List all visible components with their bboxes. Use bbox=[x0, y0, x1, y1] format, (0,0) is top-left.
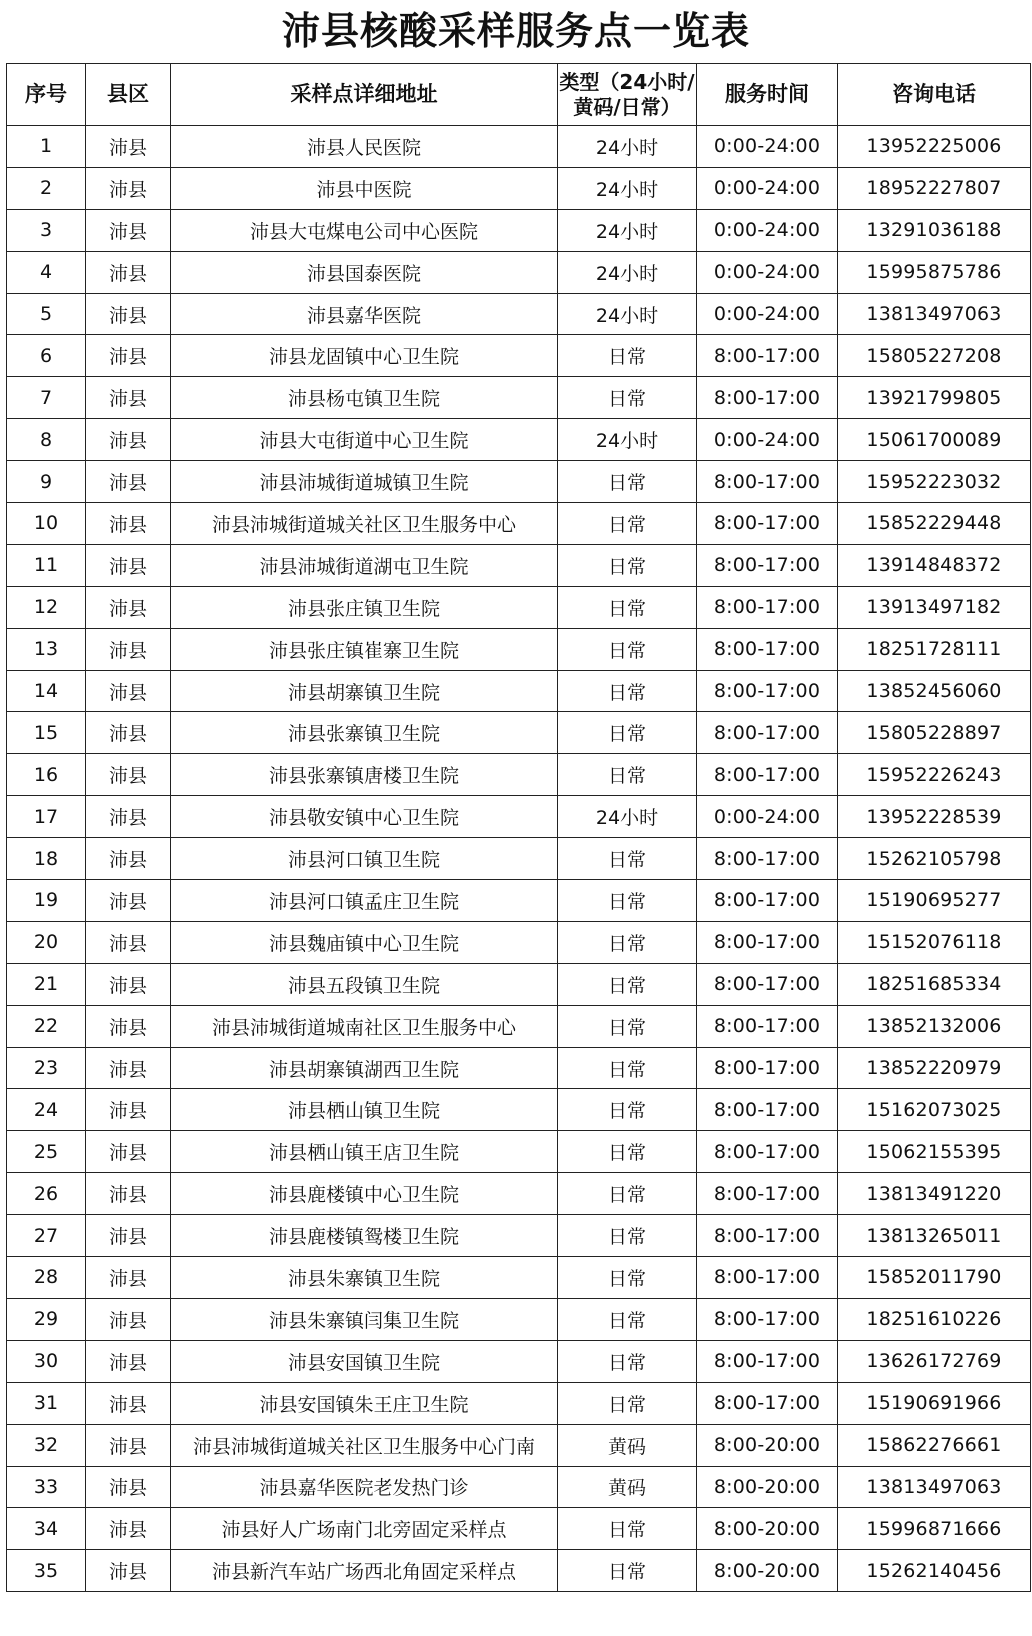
cell-address: 沛县朱寨镇卫生院 bbox=[171, 1257, 558, 1299]
column-header-index: 序号 bbox=[7, 64, 86, 126]
table-row bbox=[7, 796, 1031, 838]
cell-hours: 8:00-17:00 bbox=[697, 838, 838, 880]
cell-address: 沛县鹿楼镇中心卫生院 bbox=[171, 1173, 558, 1215]
cell-index: 34 bbox=[7, 1508, 86, 1550]
cell-phone: 13852220979 bbox=[838, 1047, 1031, 1089]
cell-type: 黄码 bbox=[558, 1466, 697, 1508]
cell-index: 22 bbox=[7, 1005, 86, 1047]
cell-phone: 18251685334 bbox=[838, 963, 1031, 1005]
table-row bbox=[7, 628, 1031, 670]
cell-index: 24 bbox=[7, 1089, 86, 1131]
cell-index: 17 bbox=[7, 796, 86, 838]
cell-type: 日常 bbox=[558, 461, 697, 503]
cell-phone: 13852132006 bbox=[838, 1005, 1031, 1047]
cell-address: 沛县国泰医院 bbox=[171, 251, 558, 293]
cell-address: 沛县沛城街道城关社区卫生服务中心 bbox=[171, 503, 558, 545]
table-row bbox=[7, 461, 1031, 503]
cell-hours: 0:00-24:00 bbox=[697, 167, 838, 209]
cell-phone: 18251610226 bbox=[838, 1298, 1031, 1340]
cell-district: 沛县 bbox=[86, 209, 171, 251]
cell-hours: 0:00-24:00 bbox=[697, 419, 838, 461]
table-row bbox=[7, 963, 1031, 1005]
cell-address: 沛县张庄镇卫生院 bbox=[171, 586, 558, 628]
cell-index: 23 bbox=[7, 1047, 86, 1089]
cell-address: 沛县魏庙镇中心卫生院 bbox=[171, 921, 558, 963]
cell-type: 日常 bbox=[558, 754, 697, 796]
cell-index: 12 bbox=[7, 586, 86, 628]
cell-district: 沛县 bbox=[86, 712, 171, 754]
cell-type: 24小时 bbox=[558, 209, 697, 251]
table-row bbox=[7, 167, 1031, 209]
cell-index: 20 bbox=[7, 921, 86, 963]
cell-address: 沛县敬安镇中心卫生院 bbox=[171, 796, 558, 838]
cell-index: 21 bbox=[7, 963, 86, 1005]
cell-hours: 0:00-24:00 bbox=[697, 126, 838, 168]
table-row bbox=[7, 1508, 1031, 1550]
table-row bbox=[7, 1173, 1031, 1215]
cell-phone: 18952227807 bbox=[838, 167, 1031, 209]
cell-hours: 8:00-17:00 bbox=[697, 628, 838, 670]
cell-address: 沛县沛城街道湖屯卫生院 bbox=[171, 544, 558, 586]
cell-district: 沛县 bbox=[86, 377, 171, 419]
table-row bbox=[7, 838, 1031, 880]
cell-type: 日常 bbox=[558, 1005, 697, 1047]
cell-index: 33 bbox=[7, 1466, 86, 1508]
table-row bbox=[7, 921, 1031, 963]
cell-address: 沛县张寨镇卫生院 bbox=[171, 712, 558, 754]
table-row bbox=[7, 1089, 1031, 1131]
cell-phone: 15062155395 bbox=[838, 1131, 1031, 1173]
cell-type: 日常 bbox=[558, 1215, 697, 1257]
cell-address: 沛县新汽车站广场西北角固定采样点 bbox=[171, 1550, 558, 1592]
cell-address: 沛县河口镇卫生院 bbox=[171, 838, 558, 880]
table-body bbox=[7, 126, 1031, 1592]
cell-district: 沛县 bbox=[86, 1508, 171, 1550]
cell-address: 沛县张寨镇唐楼卫生院 bbox=[171, 754, 558, 796]
cell-hours: 8:00-17:00 bbox=[697, 963, 838, 1005]
cell-district: 沛县 bbox=[86, 126, 171, 168]
cell-index: 9 bbox=[7, 461, 86, 503]
cell-address: 沛县胡寨镇湖西卫生院 bbox=[171, 1047, 558, 1089]
cell-district: 沛县 bbox=[86, 544, 171, 586]
cell-hours: 8:00-17:00 bbox=[697, 461, 838, 503]
cell-district: 沛县 bbox=[86, 251, 171, 293]
cell-type: 日常 bbox=[558, 670, 697, 712]
cell-hours: 8:00-17:00 bbox=[697, 586, 838, 628]
cell-type: 日常 bbox=[558, 544, 697, 586]
cell-hours: 0:00-24:00 bbox=[697, 293, 838, 335]
table-row bbox=[7, 670, 1031, 712]
cell-type: 日常 bbox=[558, 1550, 697, 1592]
cell-type: 日常 bbox=[558, 712, 697, 754]
cell-phone: 15162073025 bbox=[838, 1089, 1031, 1131]
cell-address: 沛县安国镇卫生院 bbox=[171, 1340, 558, 1382]
cell-hours: 8:00-17:00 bbox=[697, 544, 838, 586]
table-row bbox=[7, 1424, 1031, 1466]
cell-type: 黄码 bbox=[558, 1424, 697, 1466]
table-row bbox=[7, 1215, 1031, 1257]
cell-district: 沛县 bbox=[86, 1215, 171, 1257]
cell-type: 日常 bbox=[558, 1508, 697, 1550]
column-header-district: 县区 bbox=[86, 64, 171, 126]
cell-address: 沛县栖山镇王店卫生院 bbox=[171, 1131, 558, 1173]
cell-hours: 8:00-17:00 bbox=[697, 754, 838, 796]
cell-district: 沛县 bbox=[86, 838, 171, 880]
cell-index: 30 bbox=[7, 1340, 86, 1382]
cell-phone: 13813497063 bbox=[838, 293, 1031, 335]
cell-phone: 13626172769 bbox=[838, 1340, 1031, 1382]
cell-hours: 0:00-24:00 bbox=[697, 796, 838, 838]
table-row bbox=[7, 419, 1031, 461]
cell-type: 日常 bbox=[558, 1089, 697, 1131]
table-row bbox=[7, 1298, 1031, 1340]
cell-type: 日常 bbox=[558, 335, 697, 377]
cell-district: 沛县 bbox=[86, 796, 171, 838]
table-row bbox=[7, 1550, 1031, 1592]
cell-index: 31 bbox=[7, 1382, 86, 1424]
cell-type: 日常 bbox=[558, 586, 697, 628]
cell-phone: 15152076118 bbox=[838, 921, 1031, 963]
cell-type: 24小时 bbox=[558, 293, 697, 335]
cell-type: 日常 bbox=[558, 838, 697, 880]
cell-phone: 13813491220 bbox=[838, 1173, 1031, 1215]
cell-type: 日常 bbox=[558, 377, 697, 419]
cell-address: 沛县安国镇朱王庄卫生院 bbox=[171, 1382, 558, 1424]
cell-address: 沛县人民医院 bbox=[171, 126, 558, 168]
cell-index: 25 bbox=[7, 1131, 86, 1173]
cell-type: 日常 bbox=[558, 1382, 697, 1424]
cell-hours: 8:00-17:00 bbox=[697, 1340, 838, 1382]
column-header-hours: 服务时间 bbox=[697, 64, 838, 126]
cell-phone: 15862276661 bbox=[838, 1424, 1031, 1466]
cell-address: 沛县大屯街道中心卫生院 bbox=[171, 419, 558, 461]
cell-hours: 0:00-24:00 bbox=[697, 251, 838, 293]
cell-index: 11 bbox=[7, 544, 86, 586]
cell-phone: 15952226243 bbox=[838, 754, 1031, 796]
table-header-row bbox=[7, 64, 1031, 126]
cell-phone: 15190695277 bbox=[838, 880, 1031, 922]
cell-index: 26 bbox=[7, 1173, 86, 1215]
cell-district: 沛县 bbox=[86, 1466, 171, 1508]
cell-hours: 0:00-24:00 bbox=[697, 209, 838, 251]
table-row bbox=[7, 503, 1031, 545]
cell-phone: 15805227208 bbox=[838, 335, 1031, 377]
cell-district: 沛县 bbox=[86, 670, 171, 712]
cell-index: 3 bbox=[7, 209, 86, 251]
table-row bbox=[7, 1466, 1031, 1508]
table-row bbox=[7, 1257, 1031, 1299]
cell-address: 沛县朱寨镇闫集卫生院 bbox=[171, 1298, 558, 1340]
table-row bbox=[7, 1005, 1031, 1047]
cell-district: 沛县 bbox=[86, 419, 171, 461]
cell-type: 日常 bbox=[558, 963, 697, 1005]
cell-type: 日常 bbox=[558, 1131, 697, 1173]
table-row bbox=[7, 126, 1031, 168]
cell-address: 沛县杨屯镇卫生院 bbox=[171, 377, 558, 419]
cell-type: 24小时 bbox=[558, 167, 697, 209]
cell-type: 日常 bbox=[558, 503, 697, 545]
cell-phone: 13914848372 bbox=[838, 544, 1031, 586]
cell-hours: 8:00-17:00 bbox=[697, 921, 838, 963]
cell-hours: 8:00-17:00 bbox=[697, 1047, 838, 1089]
table-row bbox=[7, 293, 1031, 335]
cell-type: 24小时 bbox=[558, 251, 697, 293]
document-title: 沛县核酸采样服务点一览表 bbox=[281, 9, 750, 53]
cell-hours: 8:00-17:00 bbox=[697, 1131, 838, 1173]
cell-index: 29 bbox=[7, 1298, 86, 1340]
cell-type: 日常 bbox=[558, 1257, 697, 1299]
cell-type: 24小时 bbox=[558, 126, 697, 168]
column-header-type: 类型（24小时/黄码/日常） bbox=[558, 64, 697, 126]
table-row bbox=[7, 712, 1031, 754]
cell-hours: 8:00-17:00 bbox=[697, 1005, 838, 1047]
cell-phone: 13813265011 bbox=[838, 1215, 1031, 1257]
cell-hours: 8:00-17:00 bbox=[697, 1382, 838, 1424]
cell-hours: 8:00-20:00 bbox=[697, 1550, 838, 1592]
cell-address: 沛县栖山镇卫生院 bbox=[171, 1089, 558, 1131]
cell-phone: 13952225006 bbox=[838, 126, 1031, 168]
cell-hours: 8:00-17:00 bbox=[697, 1257, 838, 1299]
cell-type: 日常 bbox=[558, 628, 697, 670]
cell-index: 28 bbox=[7, 1257, 86, 1299]
table-row bbox=[7, 1131, 1031, 1173]
cell-address: 沛县张庄镇崔寨卫生院 bbox=[171, 628, 558, 670]
cell-district: 沛县 bbox=[86, 503, 171, 545]
cell-index: 32 bbox=[7, 1424, 86, 1466]
cell-phone: 13291036188 bbox=[838, 209, 1031, 251]
cell-type: 日常 bbox=[558, 921, 697, 963]
cell-type: 日常 bbox=[558, 1173, 697, 1215]
sampling-sites-table bbox=[6, 63, 1031, 1592]
cell-district: 沛县 bbox=[86, 335, 171, 377]
cell-index: 18 bbox=[7, 838, 86, 880]
cell-phone: 13813497063 bbox=[838, 1466, 1031, 1508]
cell-district: 沛县 bbox=[86, 628, 171, 670]
cell-index: 2 bbox=[7, 167, 86, 209]
table-row bbox=[7, 209, 1031, 251]
cell-district: 沛县 bbox=[86, 921, 171, 963]
cell-index: 5 bbox=[7, 293, 86, 335]
cell-type: 日常 bbox=[558, 1298, 697, 1340]
cell-phone: 15190691966 bbox=[838, 1382, 1031, 1424]
cell-type: 24小时 bbox=[558, 419, 697, 461]
cell-hours: 8:00-17:00 bbox=[697, 1173, 838, 1215]
cell-hours: 8:00-17:00 bbox=[697, 1298, 838, 1340]
cell-phone: 13852456060 bbox=[838, 670, 1031, 712]
cell-address: 沛县河口镇孟庄卫生院 bbox=[171, 880, 558, 922]
cell-district: 沛县 bbox=[86, 1005, 171, 1047]
cell-phone: 15061700089 bbox=[838, 419, 1031, 461]
cell-district: 沛县 bbox=[86, 1257, 171, 1299]
cell-index: 7 bbox=[7, 377, 86, 419]
cell-hours: 8:00-17:00 bbox=[697, 880, 838, 922]
cell-address: 沛县嘉华医院老发热门诊 bbox=[171, 1466, 558, 1508]
cell-district: 沛县 bbox=[86, 1047, 171, 1089]
cell-district: 沛县 bbox=[86, 1550, 171, 1592]
cell-district: 沛县 bbox=[86, 1298, 171, 1340]
cell-hours: 8:00-17:00 bbox=[697, 335, 838, 377]
cell-hours: 8:00-20:00 bbox=[697, 1424, 838, 1466]
cell-index: 6 bbox=[7, 335, 86, 377]
cell-hours: 8:00-17:00 bbox=[697, 377, 838, 419]
cell-address: 沛县好人广场南门北旁固定采样点 bbox=[171, 1508, 558, 1550]
cell-district: 沛县 bbox=[86, 1382, 171, 1424]
cell-type: 日常 bbox=[558, 880, 697, 922]
cell-address: 沛县嘉华医院 bbox=[171, 293, 558, 335]
table-row bbox=[7, 1340, 1031, 1382]
cell-hours: 8:00-17:00 bbox=[697, 1089, 838, 1131]
cell-district: 沛县 bbox=[86, 293, 171, 335]
column-header-address: 采样点详细地址 bbox=[171, 64, 558, 126]
table-row bbox=[7, 544, 1031, 586]
cell-address: 沛县胡寨镇卫生院 bbox=[171, 670, 558, 712]
table-row bbox=[7, 335, 1031, 377]
cell-index: 4 bbox=[7, 251, 86, 293]
cell-address: 沛县沛城街道城镇卫生院 bbox=[171, 461, 558, 503]
cell-hours: 8:00-17:00 bbox=[697, 712, 838, 754]
cell-index: 19 bbox=[7, 880, 86, 922]
cell-district: 沛县 bbox=[86, 880, 171, 922]
table-row bbox=[7, 251, 1031, 293]
cell-index: 8 bbox=[7, 419, 86, 461]
cell-address: 沛县沛城街道城南社区卫生服务中心 bbox=[171, 1005, 558, 1047]
cell-address: 沛县鹿楼镇鸳楼卫生院 bbox=[171, 1215, 558, 1257]
cell-hours: 8:00-17:00 bbox=[697, 1215, 838, 1257]
cell-phone: 15996871666 bbox=[838, 1508, 1031, 1550]
cell-district: 沛县 bbox=[86, 754, 171, 796]
table-row bbox=[7, 880, 1031, 922]
cell-phone: 15952223032 bbox=[838, 461, 1031, 503]
cell-district: 沛县 bbox=[86, 1424, 171, 1466]
cell-index: 15 bbox=[7, 712, 86, 754]
cell-hours: 8:00-20:00 bbox=[697, 1466, 838, 1508]
cell-hours: 8:00-20:00 bbox=[697, 1508, 838, 1550]
cell-district: 沛县 bbox=[86, 1173, 171, 1215]
cell-address: 沛县五段镇卫生院 bbox=[171, 963, 558, 1005]
cell-index: 10 bbox=[7, 503, 86, 545]
cell-index: 27 bbox=[7, 1215, 86, 1257]
cell-address: 沛县大屯煤电公司中心医院 bbox=[171, 209, 558, 251]
cell-address: 沛县龙固镇中心卫生院 bbox=[171, 335, 558, 377]
cell-index: 13 bbox=[7, 628, 86, 670]
cell-district: 沛县 bbox=[86, 461, 171, 503]
cell-phone: 15805228897 bbox=[838, 712, 1031, 754]
cell-type: 日常 bbox=[558, 1340, 697, 1382]
cell-index: 35 bbox=[7, 1550, 86, 1592]
table-row bbox=[7, 586, 1031, 628]
cell-district: 沛县 bbox=[86, 1089, 171, 1131]
cell-phone: 15852011790 bbox=[838, 1257, 1031, 1299]
cell-address: 沛县沛城街道城关社区卫生服务中心门南 bbox=[171, 1424, 558, 1466]
cell-phone: 13952228539 bbox=[838, 796, 1031, 838]
cell-phone: 13913497182 bbox=[838, 586, 1031, 628]
cell-hours: 8:00-17:00 bbox=[697, 503, 838, 545]
table-row bbox=[7, 377, 1031, 419]
cell-type: 24小时 bbox=[558, 796, 697, 838]
column-header-phone: 咨询电话 bbox=[838, 64, 1031, 126]
cell-district: 沛县 bbox=[86, 1131, 171, 1173]
cell-hours: 8:00-17:00 bbox=[697, 670, 838, 712]
cell-district: 沛县 bbox=[86, 963, 171, 1005]
table-row bbox=[7, 1382, 1031, 1424]
cell-phone: 13921799805 bbox=[838, 377, 1031, 419]
cell-index: 16 bbox=[7, 754, 86, 796]
cell-phone: 15262140456 bbox=[838, 1550, 1031, 1592]
cell-phone: 15262105798 bbox=[838, 838, 1031, 880]
cell-phone: 15995875786 bbox=[838, 251, 1031, 293]
cell-index: 14 bbox=[7, 670, 86, 712]
cell-district: 沛县 bbox=[86, 167, 171, 209]
cell-phone: 18251728111 bbox=[838, 628, 1031, 670]
cell-address: 沛县中医院 bbox=[171, 167, 558, 209]
cell-type: 日常 bbox=[558, 1047, 697, 1089]
cell-index: 1 bbox=[7, 126, 86, 168]
cell-district: 沛县 bbox=[86, 1340, 171, 1382]
table-row bbox=[7, 1047, 1031, 1089]
cell-district: 沛县 bbox=[86, 586, 171, 628]
cell-phone: 15852229448 bbox=[838, 503, 1031, 545]
table-row bbox=[7, 754, 1031, 796]
